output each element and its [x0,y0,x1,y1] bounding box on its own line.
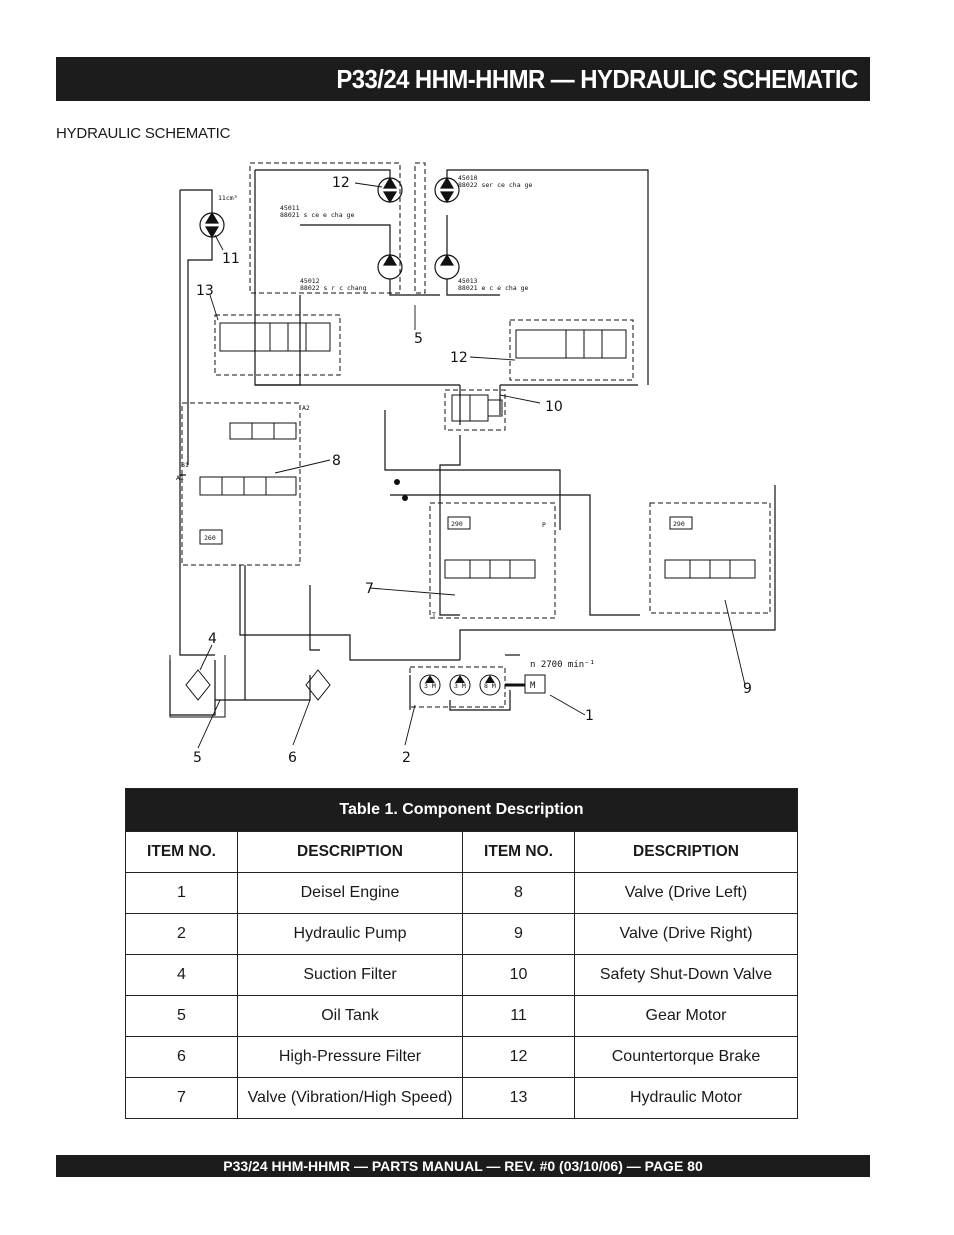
svg-text:45013: 45013 [458,277,478,285]
callout-1: 1 [585,708,594,724]
callout-4: 4 [208,631,217,647]
callout-7: 8 [332,453,341,469]
svg-text:11cm³: 11cm³ [218,194,238,202]
cell-item: 10 [463,955,575,996]
svg-text:45012: 45012 [300,277,320,285]
svg-text:A2: A2 [302,404,310,412]
callout-9: 9 [743,681,752,697]
cell-description: Gear Motor [575,996,798,1037]
svg-text:290: 290 [673,520,685,528]
svg-text:P: P [542,521,546,529]
cell-item: 1 [126,873,238,914]
cell-item: 11 [463,996,575,1037]
cell-item: 13 [463,1078,575,1119]
svg-text:3 M: 3 M [424,682,436,690]
cell-description: Valve (Drive Right) [575,914,798,955]
header-description-2: DESCRIPTION [575,832,798,873]
cell-item: 9 [463,914,575,955]
svg-text:M: M [530,681,536,691]
hydraulic-schematic [160,155,780,770]
callout-2: 2 [402,750,411,766]
motor-group-box [250,163,400,293]
cell-item: 5 [126,996,238,1037]
cell-description: Oil Tank [238,996,463,1037]
cell-description: Hydraulic Pump [238,914,463,955]
svg-text:88021 e c e cha ge: 88021 e c e cha ge [458,284,529,292]
callout-6: 6 [288,750,297,766]
callout-5-top: 5 [414,331,423,347]
svg-text:A1: A1 [176,474,184,482]
cell-description: High-Pressure Filter [238,1037,463,1078]
callout-11: 11 [222,251,240,267]
cell-item: 8 [463,873,575,914]
svg-text:3 M: 3 M [454,682,466,690]
schematic-drawing [160,155,780,770]
cell-item: 2 [126,914,238,955]
valve-9-box [650,503,770,613]
svg-text:45011: 45011 [280,204,300,212]
header-item-no-1: ITEM NO. [126,832,238,873]
header-description-1: DESCRIPTION [238,832,463,873]
cell-description: Countertorque Brake [575,1037,798,1078]
svg-text:8 M: 8 M [484,682,496,690]
section-label: HYDRAULIC SCHEMATIC [56,125,231,142]
brake-12-left-box [215,315,340,375]
suction-filter-4-symbol [186,670,210,700]
page-title: P33/24 HHM-HHMR — HYDRAULIC SCHEMATIC [336,64,858,94]
svg-text:290: 290 [451,520,463,528]
component-table [125,788,798,1119]
footer-bar [56,1155,870,1177]
svg-text:45010: 45010 [458,174,478,182]
title-bar [56,57,870,101]
svg-text:88022 ser ce cha ge: 88022 ser ce cha ge [458,181,533,189]
callout-8: 7 [365,581,374,597]
cell-item: 7 [126,1078,238,1119]
header-item-no-2: ITEM NO. [463,832,575,873]
callout-12-left: 13 [196,283,214,299]
valve-10-box [445,390,505,430]
cell-description: Hydraulic Motor [575,1078,798,1119]
brake-12-right-box [510,320,633,380]
table-caption: Table 1. Component Description [126,789,798,832]
table-row [126,914,798,955]
cell-item: 6 [126,1037,238,1078]
cell-description: Valve (Drive Left) [575,873,798,914]
table-header-row [126,832,798,873]
cell-description: Safety Shut-Down Valve [575,955,798,996]
cell-item: 12 [463,1037,575,1078]
svg-text:T: T [432,611,436,619]
svg-text:260: 260 [204,534,216,542]
table-row [126,873,798,914]
callout-13: 12 [332,175,350,191]
callout-5: 5 [193,750,202,766]
footer-text: P33/24 HHM-HHMR — PARTS MANUAL — REV. #0 (03/10/06) — PAGE 80 [223,1158,703,1174]
cell-description: Suction Filter [238,955,463,996]
table-row [126,1037,798,1078]
cell-item: 4 [126,955,238,996]
cell-description: Deisel Engine [238,873,463,914]
svg-text:B1: B1 [181,461,189,469]
callout-12-right: 12 [450,350,468,366]
table-row [126,996,798,1037]
callout-10: 10 [545,399,563,415]
table-row [126,1078,798,1119]
svg-text:n 2700 min⁻¹: n 2700 min⁻¹ [530,660,596,670]
svg-text:88022 s r c chang: 88022 s r c chang [300,284,367,292]
cell-description: Valve (Vibration/High Speed) [238,1078,463,1119]
table-row [126,955,798,996]
svg-text:88021 s ce e cha ge: 88021 s ce e cha ge [280,211,355,219]
